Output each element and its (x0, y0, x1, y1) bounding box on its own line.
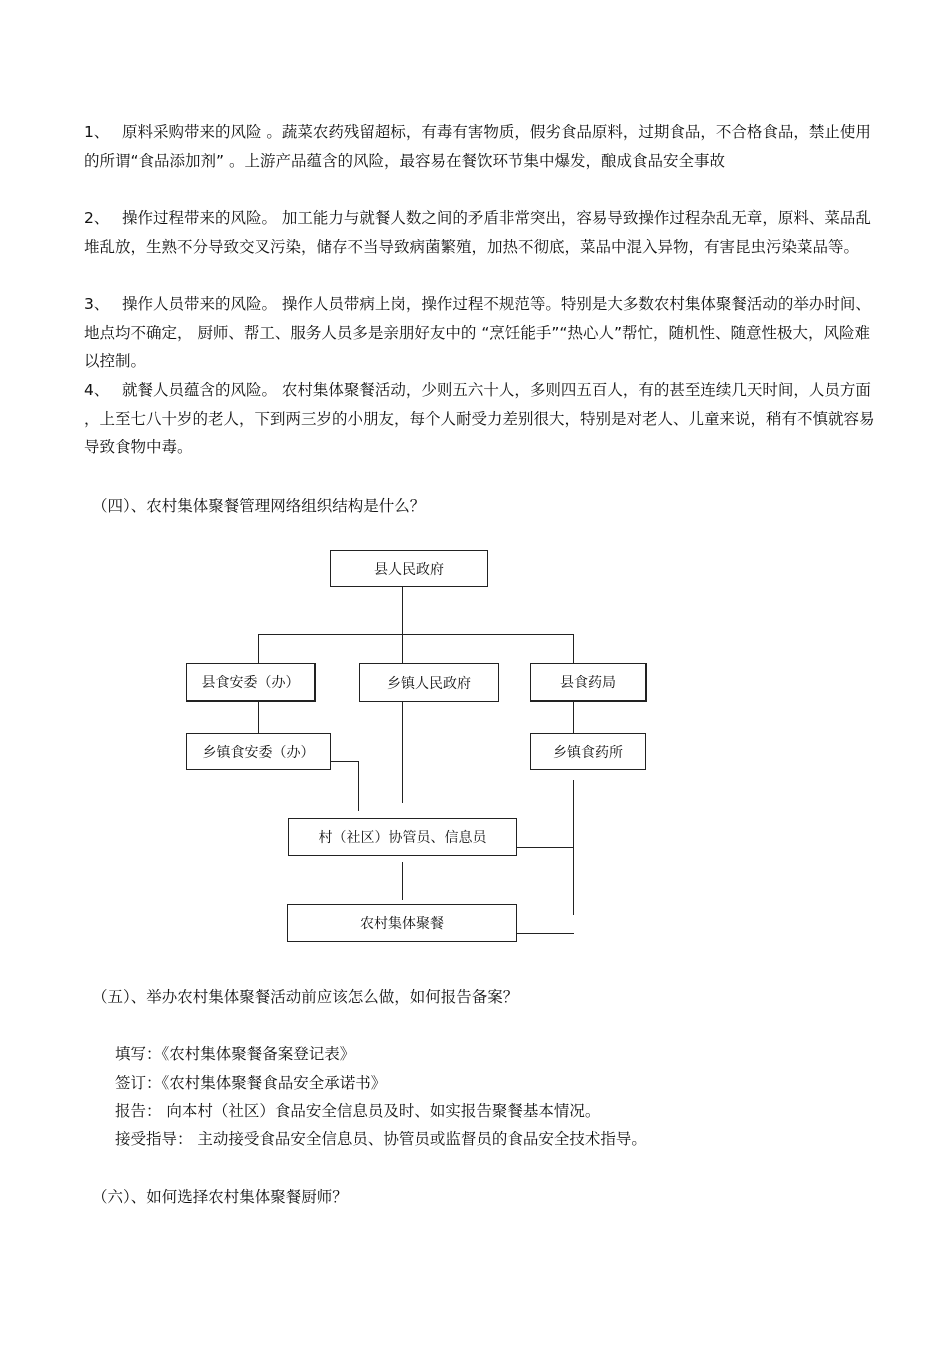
risk-number-1: 1、 (84, 123, 110, 141)
risk-paragraph-2 (84, 204, 884, 261)
section-5-item-report: 报告： 向本村（社区）食品安全信息员及时、如实报告聚餐基本情况。 (115, 1102, 601, 1120)
section-5-item-fill: 填写：《农村集体聚餐备案登记表》 (115, 1045, 356, 1063)
connector-committee-down (258, 702, 259, 733)
org-box-township-committee: 乡镇食安委（办） (186, 733, 331, 770)
connector-village-right (517, 847, 574, 848)
connector-dining-right (517, 933, 574, 934)
connector-county-down (402, 587, 403, 634)
risk-number-4: 4、 (84, 381, 110, 399)
org-box-township-gov: 乡镇人民政府 (359, 663, 499, 702)
org-box-rural-dining: 农村集体聚餐 (287, 904, 517, 942)
risk-text-3: 操作人员带来的风险。 操作人员带病上岗，操作过程不规范等。特别是大多数农村集体聚餐活动的举办时间、 地点均不确定， 厨师、帮工、服务人员多是亲朋好友中的 “烹饪能手”“热心人”帮忙，随机性、随意性极大，风险难以控制。 (84, 295, 871, 370)
org-box-village-staff: 村（社区）协管员、信息员 (288, 818, 517, 856)
section-6-heading: （六）、如何选择农村集体聚餐厨师？ (92, 1188, 348, 1206)
risk-paragraph-1 (84, 118, 884, 175)
connector-top-bar (258, 634, 574, 635)
connector-bureau-down (573, 702, 574, 733)
section-5-item-guidance: 接受指导： 主动接受食品安全信息员、协管员或监督员的食品安全技术指导。 (115, 1130, 647, 1148)
org-box-county-gov: 县人民政府 (330, 550, 488, 587)
risk-paragraph-4 (84, 376, 884, 462)
org-box-food-drug-bureau: 县食药局 (530, 663, 647, 702)
connector-township-gov-down (402, 702, 403, 803)
org-box-food-safety-committee: 县食安委（办） (186, 663, 316, 702)
section-4-heading: （四）、农村集体聚餐管理网络组织结构是什么？ (92, 497, 426, 515)
connector-to-bureau (573, 634, 574, 663)
risk-text-1: 原料采购带来的风险 。蔬菜农药残留超标，有毒有害物质，假劣食品原料，过期食品，不合格食品，禁止使用的所谓“食品添加剂” 。上游产品蕴含的风险，最容易在餐饮环节集中爆发，酿成食品安全事故 (84, 123, 871, 170)
risk-paragraph-3 (84, 290, 884, 376)
risk-text-2: 操作过程带来的风险。 加工能力与就餐人数之间的矛盾非常突出，容易导致操作过程杂乱无章，原料、菜品乱堆乱放，生熟不分导致交叉污染，储存不当导致病菌繁殖，加热不彻底，菜品中混入异物，有害昆虫污染菜品等。 (84, 209, 871, 256)
section-5-item-sign: 签订：《农村集体聚餐食品安全承诺书》 (115, 1074, 387, 1092)
risk-number-2: 2、 (84, 209, 110, 227)
risk-number-3: 3、 (84, 295, 110, 313)
risk-text-4: 就餐人员蕴含的风险。 农村集体聚餐活动，少则五六十人，多则四五百人，有的甚至连续几天时间，人员方面 ，上至七八十岁的老人，下到两三岁的小朋友，每个人耐受力差别很大，特别是对老人、儿童来说，稍有不慎就容易导致食物中毒。 (84, 381, 875, 456)
connector-to-township-gov (402, 634, 403, 663)
connector-committee-right (331, 761, 359, 762)
connector-committee-to-village (358, 761, 359, 811)
section-5-heading: （五）、举办农村集体聚餐活动前应该怎么做，如何报告备案？ (92, 988, 519, 1006)
connector-to-committee (258, 634, 259, 663)
org-box-township-food-drug: 乡镇食药所 (530, 733, 646, 770)
connector-village-down (402, 862, 403, 900)
